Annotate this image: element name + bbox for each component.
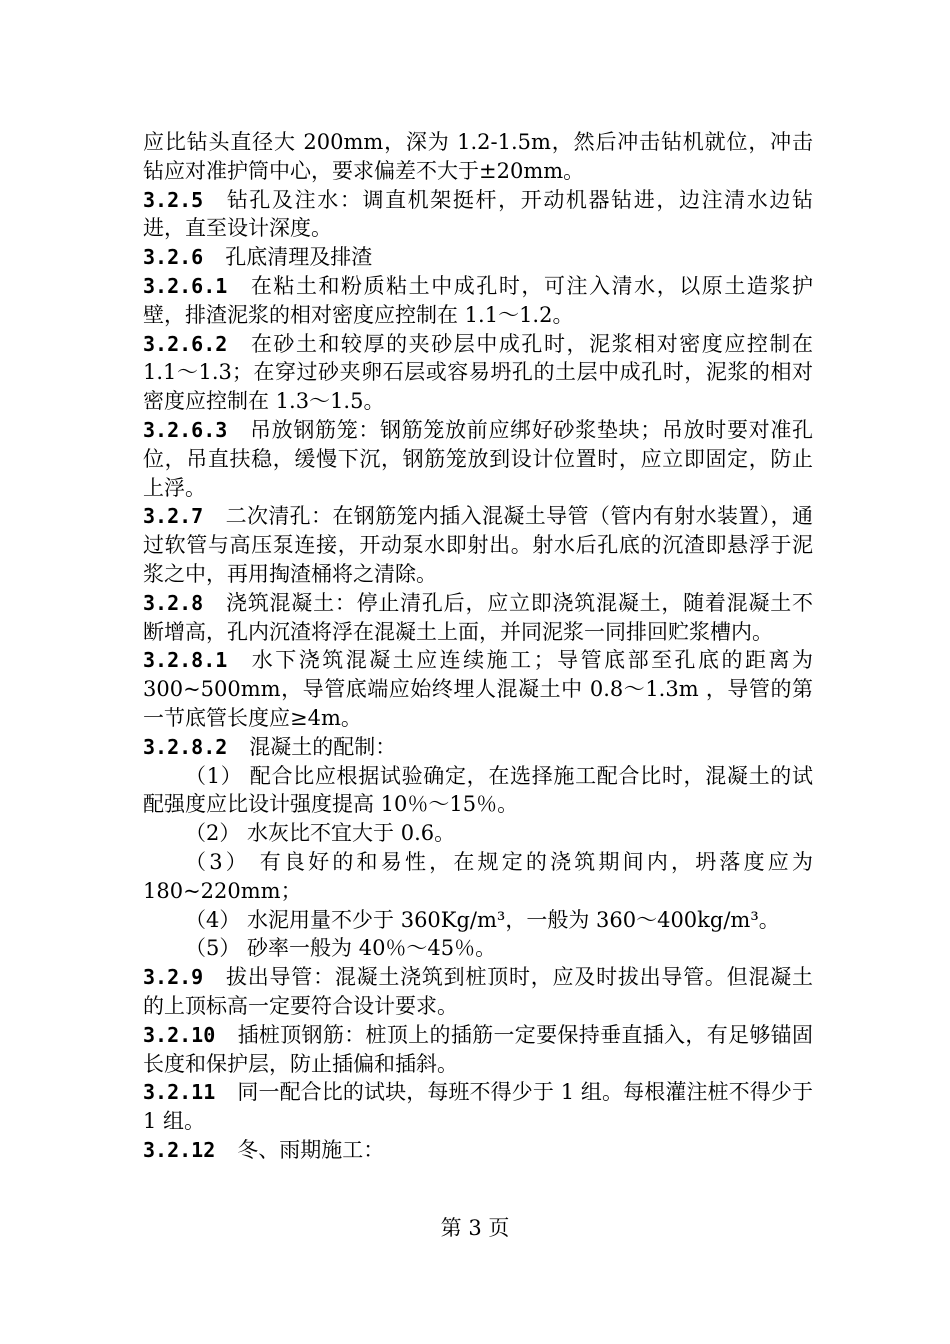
list-item <box>143 762 813 820</box>
section-3-2-6-1 <box>143 272 813 330</box>
section-3-2-6 <box>143 243 813 272</box>
paragraph-text: 应比钻头直径大 200mm，深为 1.2-1.5m，然后冲击钻机就位，冲击钻应对准护筒中心，要求偏差不大于±20mm。 <box>143 130 813 183</box>
section-3-2-7 <box>143 502 813 588</box>
paragraph-text: 孔底清理及排渣 <box>225 245 373 270</box>
paragraph-text: 吊放钢筋笼：钢筋笼放前应绑好砂浆垫块；吊放时要对准孔位，吊直扶稳，缓慢下沉，钢筋笼放到设计位置时，应立即固定，防止上浮。 <box>143 417 813 500</box>
paragraph-text: 浇筑混凝土：停止清孔后，应立即浇筑混凝土，随着混凝土不断增高，孔内沉渣将浮在混凝土上面，并同泥浆一同排回贮浆槽内。 <box>143 590 813 644</box>
paragraph-text: （5） 砂率一般为 40％～45％。 <box>185 936 497 961</box>
paragraph-text: 拔出导管：混凝土浇筑到桩顶时，应及时拔出导管。但混凝土的上顶标高一定要符合设计要求。 <box>143 965 813 1018</box>
section-3-2-10 <box>143 1021 813 1079</box>
paragraph-text: 水下浇筑混凝土应连续施工；导管底部至孔底的距离为 300~500mm，导管底端应始终埋人混凝土中 0.8～1.3m ，导管的第一节底管长度应≥4m。 <box>143 648 813 730</box>
paragraph-text: （1） 配合比应根据试验确定，在选择施工配合比时，混凝土的试配强度应比设计强度提高 10％～15％。 <box>143 763 813 817</box>
paragraph-text: 钻孔及注水：调直机架挺杆，开动机器钻进，边注清水边钻进，直至设计深度。 <box>143 187 813 241</box>
section-number: 3.2.6.3 <box>143 417 228 442</box>
section-3-2-8-2 <box>143 733 813 762</box>
paragraph-text: 插桩顶钢筋：桩顶上的插筋一定要保持垂直插入，有足够锚固长度和保护层，防止插偏和插斜。 <box>143 1022 813 1076</box>
paragraph-text: 在砂土和较厚的夹砂层中成孔时，泥浆相对密度应控制在 1.1～1.3；在穿过砂夹卵石层或容易坍孔的土层中成孔时，泥浆的相对密度应控制在 1.3～1.5。 <box>143 331 813 414</box>
section-3-2-6-3 <box>143 416 813 502</box>
section-number: 3.2.11 <box>143 1080 216 1105</box>
list-item <box>143 906 813 935</box>
list-item <box>143 819 813 848</box>
paragraph-text: 冬、雨期施工： <box>237 1137 385 1162</box>
paragraph-text: 在粘土和粉质粘土中成孔时，可注入清水，以原土造浆护壁，排渣泥浆的相对密度应控制在 1.1～1.2。 <box>143 273 813 327</box>
list-item <box>143 934 813 963</box>
paragraph-text: （3） 有良好的和易性，在规定的浇筑期间内，坍落度应为 180~220mm； <box>143 849 813 903</box>
section-3-2-8 <box>143 589 813 647</box>
paragraph-text: （2） 水灰比不宜大于 0.6。 <box>185 821 456 846</box>
paragraph <box>143 128 813 186</box>
paragraph-text: 二次清孔：在钢筋笼内插入混凝土导管（管内有射水装置），通过软管与高压泵连接，开动泵水即射出。射水后孔底的沉渣即悬浮于泥浆之中，再用掏渣桶将之清除。 <box>143 504 813 586</box>
section-number: 3.2.10 <box>143 1022 216 1047</box>
document-body <box>143 128 813 1165</box>
section-number: 3.2.8.1 <box>143 648 228 673</box>
section-number: 3.2.9 <box>143 965 204 990</box>
section-number: 3.2.12 <box>143 1137 216 1162</box>
section-number: 3.2.6.1 <box>143 273 228 298</box>
section-number: 3.2.6 <box>143 245 204 270</box>
section-3-2-5 <box>143 186 813 244</box>
section-3-2-8-1 <box>143 646 813 732</box>
section-number: 3.2.5 <box>143 187 204 212</box>
section-number: 3.2.6.2 <box>143 331 228 356</box>
paragraph-text: （4） 水泥用量不少于 360Kg/m³，一般为 360～400kg/m³。 <box>185 907 780 932</box>
list-item <box>143 848 813 906</box>
page-number: 第 3 页 <box>440 1216 510 1240</box>
section-number: 3.2.7 <box>143 504 204 529</box>
page-footer <box>0 1214 950 1242</box>
section-number: 3.2.8 <box>143 590 204 615</box>
paragraph-text: 混凝土的配制： <box>249 734 397 759</box>
section-number: 3.2.8.2 <box>143 734 228 759</box>
section-3-2-11 <box>143 1078 813 1136</box>
paragraph-text: 同一配合比的试块，每班不得少于 1 组。每根灌注桩不得少于 1 组。 <box>143 1080 813 1134</box>
section-3-2-9 <box>143 963 813 1021</box>
section-3-2-12 <box>143 1136 813 1165</box>
section-3-2-6-2 <box>143 330 813 416</box>
